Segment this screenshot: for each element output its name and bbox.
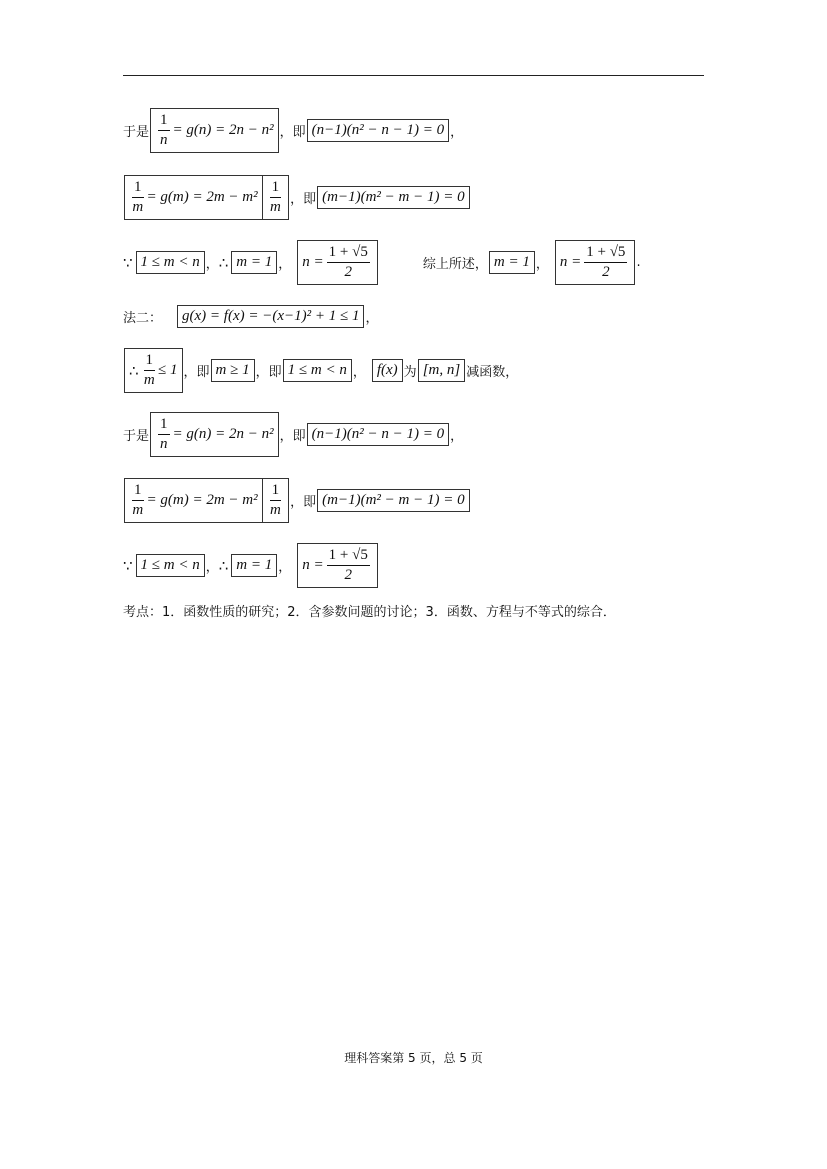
line-1 (123, 108, 463, 153)
separator-text: ，即 (290, 495, 317, 510)
equation: = g(m) = 2m − m² (146, 189, 258, 205)
formula-box: (m−1)(m² − m − 1) = 0 (317, 186, 469, 209)
punctuation: ， (450, 125, 464, 140)
method-two-label: 法二： (123, 311, 163, 326)
punctuation: ， (205, 560, 219, 575)
header-rule (123, 75, 704, 76)
formula-box: [m, n] (418, 359, 466, 382)
formula-box (124, 348, 183, 393)
formula-box: g(x) = f(x) = −(x−1)² + 1 ≤ 1 (177, 305, 364, 328)
separator-text: ，即 (290, 192, 317, 207)
fraction: $\frac{1}{n}$ (160, 416, 168, 452)
equation: n = (302, 557, 324, 573)
separator-text: ，即 (255, 365, 282, 380)
line-6 (123, 412, 463, 457)
equation: n = (302, 254, 324, 270)
equation: = g(n) = 2n − n² (172, 122, 274, 138)
formula-box: (m−1)(m² − m − 1) = 0 (317, 489, 469, 512)
equation: = g(n) = 2n − n² (172, 426, 274, 442)
formula-box: 1 ≤ m < n (136, 554, 205, 577)
fraction: $\frac{1}{m}$ (143, 352, 155, 388)
punctuation: ， (450, 429, 464, 444)
prefix-text: 于是 (123, 429, 150, 444)
formula-box (297, 543, 378, 588)
formula-box (124, 175, 263, 220)
formula-box (150, 412, 279, 457)
therefore-symbol: ∴ (129, 361, 139, 380)
page-footer: 理科答案第 5 页，总 5 页 (344, 1051, 483, 1065)
equation: = g(m) = 2m − m² (146, 492, 258, 508)
equation: n = (559, 254, 582, 270)
separator-text: ，即 (279, 125, 306, 140)
separator-text: ，即 (183, 365, 210, 380)
punctuation: ， (205, 257, 219, 272)
formula-box: 1 ≤ m < n (136, 251, 205, 274)
summary-text: 综上所述， (422, 257, 488, 272)
punctuation: ， (365, 311, 379, 326)
inequality: ≤ 1 (158, 362, 178, 378)
fraction: $\frac{1 + √5}{2}$ (328, 547, 368, 583)
punctuation: . (636, 255, 641, 270)
formula-box: f(x) (372, 359, 403, 382)
formula-box (297, 240, 378, 285)
formula-box: 1 ≤ m < n (283, 359, 352, 382)
punctuation: ， (278, 257, 292, 272)
key-points-text: 考点：1．函数性质的研究；2．含参数问题的讨论；3．函数、方程与不等式的综合． (123, 605, 616, 620)
line-8 (123, 543, 379, 588)
line-4 (123, 305, 378, 328)
formula-box: m = 1 (231, 251, 277, 274)
fraction: $\frac{1 + √5}{2}$ (586, 244, 626, 280)
formula-box (555, 240, 636, 285)
fraction: $\frac{1}{m}$ (132, 179, 144, 215)
fraction: $\frac{1 + √5}{2}$ (328, 244, 368, 280)
connector-text: 为 (403, 365, 417, 380)
punctuation: ， (352, 365, 366, 380)
because-symbol: ∵ (123, 556, 133, 575)
fraction: $\frac{1}{m}$ (269, 179, 281, 215)
formula-box (124, 478, 263, 523)
line-5 (123, 348, 518, 393)
punctuation: ， (535, 257, 549, 272)
line-2 (123, 175, 471, 220)
formula-box (150, 108, 279, 153)
formula-box: m = 1 (231, 554, 277, 577)
formula-box: (n−1)(n² − n − 1) = 0 (307, 423, 449, 446)
therefore-symbol: ∴ (218, 253, 229, 272)
formula-box: m ≥ 1 (211, 359, 255, 382)
line-3 (123, 240, 641, 285)
prefix-text: 于是 (123, 125, 150, 140)
line-7 (123, 478, 471, 523)
therefore-symbol: ∴ (218, 556, 229, 575)
separator-text: ，即 (279, 429, 306, 444)
line-9 (123, 601, 616, 620)
formula-box (262, 478, 290, 523)
because-symbol: ∵ (123, 253, 133, 272)
fraction: $\frac{1}{n}$ (160, 112, 168, 148)
formula-box: (n−1)(n² − n − 1) = 0 (307, 119, 449, 142)
formula-box (262, 175, 290, 220)
tail-text: 减函数， (466, 365, 519, 380)
punctuation: ， (278, 560, 292, 575)
fraction: $\frac{1}{m}$ (132, 482, 144, 518)
fraction: $\frac{1}{m}$ (269, 482, 281, 518)
formula-box: m = 1 (489, 251, 535, 274)
